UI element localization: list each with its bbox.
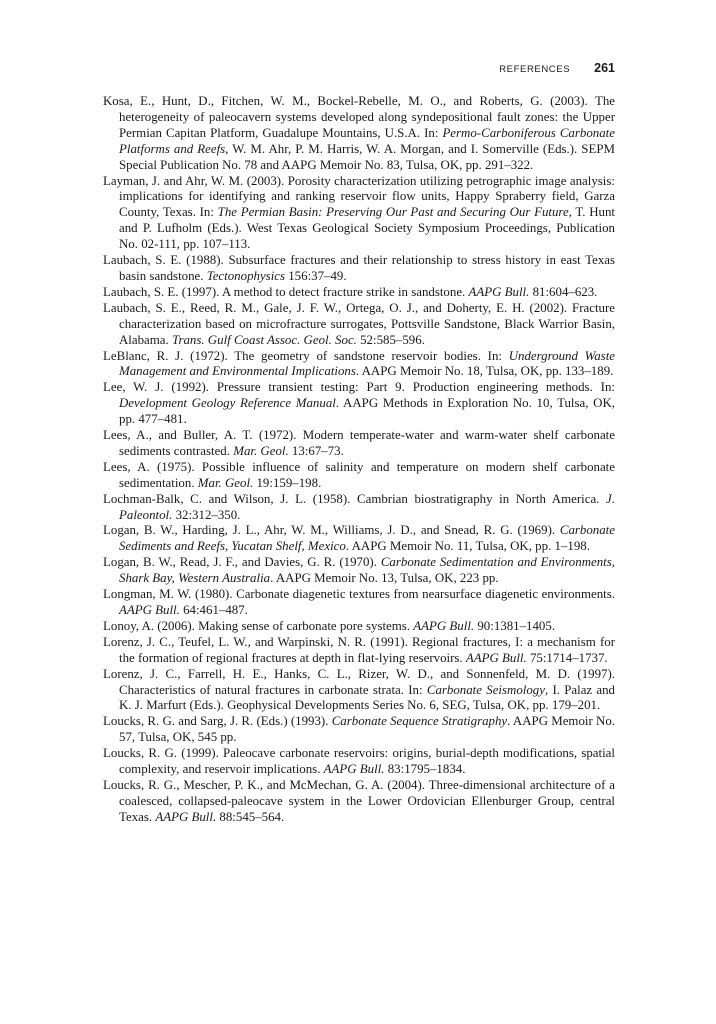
reference-details: 83:1795–1834.: [384, 762, 466, 777]
reference-source-title: Mar. Geol.: [197, 475, 254, 490]
reference-entry: [103, 94, 615, 174]
reference-source-title: Carbonate Seismology: [426, 682, 545, 697]
reference-source-title: Tectonophysics: [206, 268, 286, 283]
reference-entry: [103, 746, 615, 778]
reference-details: . AAPG Memoir No. 57, Tulsa, OK, 545 pp.: [119, 714, 615, 745]
reference-entry: [103, 380, 615, 428]
reference-text: Lorenz, J. C., Farrell, H. E., Hanks, C. L., Rizer, W. D., and Sonnenfeld, M. D. (1997). Characteristics of natural fractures in carbonate strata. In:: [103, 666, 615, 697]
reference-source-title: Permo-Carboniferous Carbonate Platforms and Reefs: [119, 125, 615, 156]
reference-details: . AAPG Memoir No. 13, Tulsa, OK, 223 pp.: [270, 571, 499, 586]
reference-details: . AAPG Memoir No. 11, Tulsa, OK, pp. 1–198.: [345, 539, 590, 554]
reference-text: Lees, A., and Buller, A. T. (1972). Modern temperate-water and warm-water shelf carbonate sediments contrasted.: [103, 428, 615, 458]
reference-entry: [103, 428, 615, 460]
reference-entry: [103, 349, 615, 381]
reference-source-title: Mar. Geol.: [233, 443, 289, 458]
reference-text: LeBlanc, R. J. (1972). The geometry of sandstone reservoir bodies. In:: [103, 348, 509, 363]
reference-text: Lees, A. (1975). Possible influence of salinity and temperature on modern shelf carbonate sedimentation.: [103, 459, 615, 490]
reference-source-title: AAPG Bull.: [323, 762, 385, 777]
reference-entry: [103, 714, 615, 746]
reference-list: [103, 94, 615, 826]
reference-entry: [103, 174, 615, 254]
reference-entry: [103, 587, 615, 619]
reference-text: Loucks, R. G., Mescher, P. K., and McMechan, G. A. (2004). Three-dimensional architecture of a coalesced, collapsed-paleocave system in the Lower Ordovician Ellenburger Group, central Texas.: [103, 777, 615, 824]
reference-details: 81:604–623.: [529, 284, 598, 299]
reference-details: 75:1714–1737.: [526, 650, 608, 665]
reference-text: Kosa, E., Hunt, D., Fitchen, W. M., Bockel-Rebelle, M. O., and Roberts, G. (2003). The heterogeneity of paleocavern systems developed along syndepositional fault zones: the Upper Permian Capitan Platform, Guadalupe Mountains, U.S.A. In:: [103, 94, 615, 140]
page-number: 261: [594, 61, 615, 75]
reference-details: . AAPG Methods in Exploration No. 10, Tulsa, OK, pp. 477–481.: [119, 396, 615, 427]
reference-source-title: Carbonate Sequence Stratigraphy: [331, 714, 508, 729]
reference-details: , T. Hunt and P. Lufholm (Eds.). West Texas Geological Society Symposium Proceedings, Publication No. 02-111, pp. 107–113.: [119, 205, 616, 252]
reference-source-title: AAPG Bull.: [468, 284, 530, 299]
reference-text: Layman, J. and Ahr, W. M. (2003). Porosity characterization utilizing petrographic image analysis: implications for identifying and ranking reservoir flow units, Happy Spraberry field, Garza County, Texas. In:: [103, 173, 615, 220]
reference-details: 64:461–487.: [179, 603, 248, 617]
reference-text: Lochman-Balk, C. and Wilson, J. L. (1958). Cambrian biostratigraphy in North America.: [103, 491, 607, 506]
reference-text: Loucks, R. G. and Sarg, J. R. (Eds.) (1993).: [103, 714, 332, 729]
reference-text: Lonoy, A. (2006). Making sense of carbonate pore systems.: [103, 618, 414, 633]
reference-source-title: AAPG Bull.: [465, 650, 527, 665]
reference-details: 19:159–198.: [253, 475, 322, 490]
reference-source-title: Underground Waste Management and Environmental Implications: [119, 348, 615, 379]
reference-source-title: Trans. Gulf Coast Assoc. Geol. Soc.: [171, 332, 357, 347]
reference-text: Lorenz, J. C., Teufel, L. W., and Warpinski, N. R. (1991). Regional fractures, I: a mechanism for the formation of regional fractures at depth in flat-lying reservoirs.: [103, 634, 615, 665]
reference-text: Loucks, R. G. (1999). Paleocave carbonate reservoirs: origins, burial-depth modifications, spatial complexity, and reservoir implications.: [103, 746, 615, 777]
reference-text: Longman, M. W. (1980). Carbonate diagenetic textures from nearsurface diagenetic environments.: [103, 587, 615, 602]
reference-details: 32:312–350.: [172, 507, 241, 522]
reference-entry: [103, 635, 615, 667]
reference-details: 52:585–596.: [356, 332, 425, 347]
reference-details: 90:1381–1405.: [474, 618, 556, 633]
running-title: REFERENCES: [499, 64, 571, 75]
reference-details: . AAPG Memoir No. 18, Tulsa, OK, pp. 133–189.: [355, 364, 614, 379]
reference-source-title: AAPG Bull.: [119, 603, 180, 617]
reference-source-title: Development Geology Reference Manual: [119, 396, 336, 411]
reference-entry: [103, 778, 615, 826]
reference-source-title: Carbonate Sedimentation and Environments, Shark Bay, Western Australia: [119, 555, 615, 586]
reference-entry: [103, 460, 615, 492]
reference-source-title: AAPG Bull.: [413, 618, 475, 633]
reference-source-title: AAPG Bull.: [155, 809, 217, 824]
reference-text: Laubach, S. E. (1988). Subsurface fractures and their relationship to stress history in east Texas basin sandstone.: [103, 253, 615, 283]
reference-entry: [103, 253, 615, 285]
reference-text: Laubach, S. E., Reed, R. M., Gale, J. F. W., Ortega, O. J., and Doherty, E. H. (2002). Fracture characterization based on microfracture surrogates, Pottsville Sandstone, Black Warrior Basin, Alabama.: [103, 300, 615, 347]
reference-entry: [103, 619, 615, 635]
reference-text: Logan, B. W., Harding, J. L., Ahr, W. M., Williams, J. D., and Snead, R. G. (1969).: [103, 523, 560, 538]
reference-source-title: The Permian Basin: Preserving Our Past and Securing Our Future: [217, 205, 569, 220]
running-head: [103, 61, 615, 77]
reference-text: Logan, B. W., Read, J. F., and Davies, G. R. (1970).: [103, 555, 381, 570]
reference-details: 88:545–564.: [216, 809, 285, 824]
reference-details: , W. M. Ahr, P. M. Harris, W. A. Morgan, and I. Somerville (Eds.). SEPM Special Publication No. 78 and AAPG Memoir No. 83, Tulsa, OK, pp. 291–322.: [119, 141, 615, 172]
reference-entry: [103, 667, 615, 715]
reference-entry: [103, 285, 615, 301]
reference-text: Laubach, S. E. (1997). A method to detect fracture strike in sandstone.: [103, 284, 469, 299]
reference-details: 156:37–49.: [285, 268, 347, 283]
reference-text: Lee, W. J. (1992). Pressure transient testing: Part 9. Production engineering methods. In:: [103, 380, 615, 395]
reference-source-title: J. Paleontol.: [119, 491, 615, 522]
reference-entry: [103, 523, 615, 555]
reference-entry: [103, 492, 615, 524]
reference-entry: [103, 301, 615, 349]
reference-source-title: Carbonate Sediments and Reefs, Yucatan Shelf, Mexico: [119, 523, 615, 554]
reference-details: , I. Palaz and K. J. Marfurt (Eds.). Geophysical Developments Series No. 6, SEG, Tulsa, OK, pp. 179–201.: [119, 682, 615, 713]
reference-details: 13:67–73.: [288, 443, 344, 458]
reference-entry: [103, 555, 615, 587]
